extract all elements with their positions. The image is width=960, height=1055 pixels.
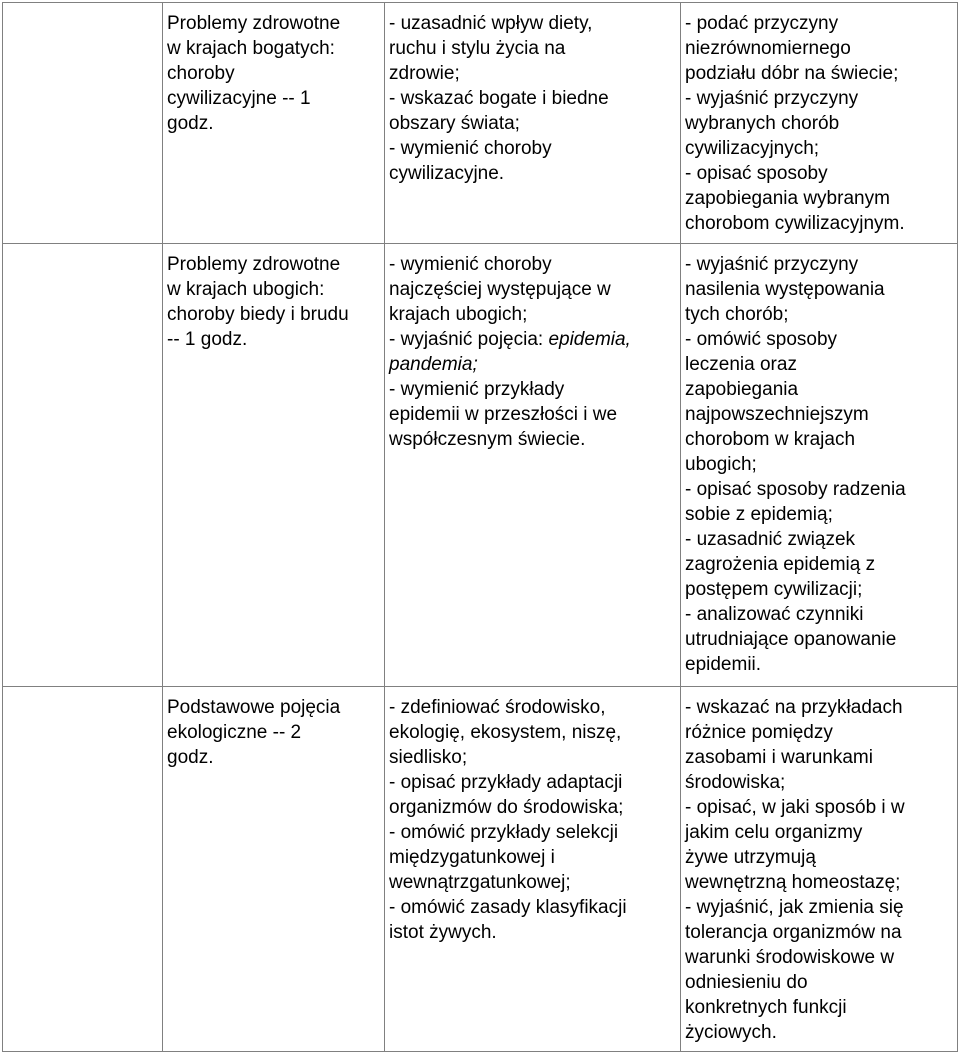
topic-cell: Problemy zdrowotne w krajach bogatych: choroby cywilizacyjne -- 1 godz. (163, 3, 385, 244)
topic-cell: Problemy zdrowotne w krajach ubogich: choroby biedy i brudu -- 1 godz. (163, 244, 385, 687)
basic-requirements-cell: - uzasadnić wpływ diety, ruchu i stylu życia na zdrowie; - wskazać bogate i biedne obszary świata; - wymienić choroby cywilizacyjne. (385, 3, 681, 244)
basic-requirements-cell: - zdefiniować środowisko, ekologię, ekosystem, niszę, siedlisko; - opisać przykłady adaptacji organizmów do środowiska; - omówić przykłady selekcji międzygatunkowej i wewnątrzgatunkowej; - omówić zasady klasyfikacji istot żywych. (385, 687, 681, 1052)
extended-requirements-cell: - podać przyczyny niezrównomiernego podziału dóbr na świecie; - wyjaśnić przyczyny wybranych chorób cywilizacyjnych; - opisać sposoby zapobiegania wybranym chorobom cywilizacyjnym. (681, 3, 958, 244)
empty-cell (3, 244, 163, 687)
topic-cell: Podstawowe pojęcia ekologiczne -- 2 godz. (163, 687, 385, 1052)
table-row (3, 3, 958, 244)
extended-requirements-cell: - wskazać na przykładach różnice pomiędzy zasobami i warunkami środowiska; - opisać, w jaki sposób i w jakim celu organizmy żywe utrzymują wewnętrzną homeostazę; - wyjaśnić, jak zmienia się tolerancja organizmów na warunki środowiskowe w odniesieniu do konkretnych funkcji życiowych. (681, 687, 958, 1052)
basic-requirements-cell: - wymienić choroby najczęściej występujące w krajach ubogich; - wyjaśnić pojęcia: epidemia, pandemia; - wymienić przykłady epidemii w przeszłości i we współczesnym świecie. (385, 244, 681, 687)
empty-cell (3, 3, 163, 244)
term-epidemia: epidemia, (548, 329, 631, 350)
curriculum-table (2, 2, 958, 1052)
table-row (3, 244, 958, 687)
empty-cell (3, 687, 163, 1052)
table-row (3, 687, 958, 1052)
extended-requirements-cell: - wyjaśnić przyczyny nasilenia występowania tych chorób; - omówić sposoby leczenia oraz zapobiegania najpowszechniejszym chorobom w krajach ubogich; - opisać sposoby radzenia sobie z epidemią; - uzasadnić związek zagrożenia epidemią z postępem cywilizacji; - analizować czynniki utrudniające opanowanie epidemii. (681, 244, 958, 687)
term-pandemia: pandemia; (389, 354, 478, 375)
definition-line: - wyjaśnić pojęcia: epidemia, (389, 329, 631, 350)
